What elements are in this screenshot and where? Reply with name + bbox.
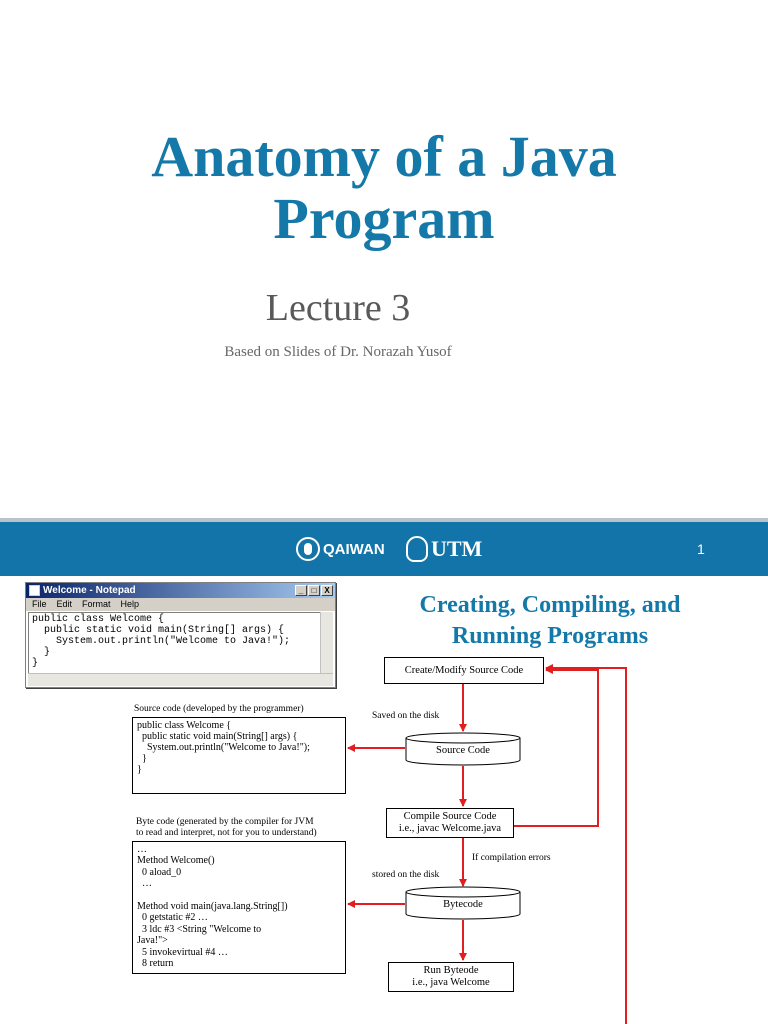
compile-line-1: Compile Source Code [403, 811, 497, 822]
bytecode-label: Bytecode [443, 899, 483, 910]
slide-credit: Based on Slides of Dr. Norazah Yusof [224, 344, 452, 360]
bytecode-caption-line-2: to read and interpret, not for you to understand) [136, 828, 317, 838]
menu-format[interactable]: Format [82, 599, 111, 609]
notepad-text-area[interactable]: public class Welcome { public static void main(String[] args) { System.out.println("Welcome to Java!"); } } [28, 612, 321, 674]
slide-2-title-line-1: Creating, Compiling, and [419, 592, 681, 618]
notepad-title: Welcome - Notepad [43, 585, 136, 596]
compilation-errors-label: If compilation errors [472, 853, 551, 863]
menu-file[interactable]: File [32, 599, 47, 609]
page-number: 1 [697, 541, 705, 557]
slide-title [0, 126, 768, 250]
bytecode-cylinder [405, 886, 521, 920]
compile-slide [0, 576, 768, 1024]
arrow-errors-loop [514, 670, 598, 826]
compile-box [386, 808, 514, 838]
minimize-button[interactable]: _ [295, 585, 307, 596]
qaiwan-logo-text: QAIWAN [323, 540, 385, 558]
stored-on-disk-label: stored on the disk [372, 870, 440, 880]
create-modify-box: Create/Modify Source Code [384, 657, 544, 684]
run-line-2: i.e., java Welcome [412, 977, 490, 988]
utm-logo [406, 534, 482, 564]
slide-title-line-2: Program [273, 186, 495, 251]
source-code-label: Source Code [436, 745, 490, 756]
source-code-block: public class Welcome { public static void main(String[] args) { System.out.println("Welcome to Java!"); } } [132, 717, 346, 794]
footer-divider [0, 518, 768, 522]
run-box [388, 962, 514, 992]
slide-2-title-line-2: Running Programs [451, 623, 649, 649]
source-code-caption: Source code (developed by the programmer) [134, 704, 304, 714]
source-code-cylinder [405, 732, 521, 766]
bytecode-caption-line-1: Byte code (generated by the compiler for JVM [136, 817, 314, 827]
menu-help[interactable]: Help [120, 599, 140, 609]
bytecode-block: … Method Welcome() 0 aload_0 … Method void main(java.lang.String[]) 0 getstatic #2 … 3 ldc #3 <String "Welcome to Java!"> 5 invokevirtual #4 … 8 return [132, 841, 346, 974]
qaiwan-logo-icon [296, 537, 320, 561]
menu-edit[interactable]: Edit [56, 599, 73, 609]
run-line-1: Run Byteode [423, 965, 479, 976]
slide-subtitle: Lecture 3 [265, 287, 411, 329]
flow-connectors [0, 576, 768, 1024]
maximize-button[interactable]: □ [308, 585, 320, 596]
saved-on-disk-label: Saved on the disk [372, 711, 440, 721]
compile-line-2: i.e., javac Welcome.java [398, 823, 502, 834]
arrow-run-loop [546, 668, 626, 1024]
close-button[interactable]: X [321, 585, 333, 596]
qaiwan-logo [296, 534, 385, 564]
slide-title-line-1: Anatomy of a Java [151, 124, 617, 189]
utm-seal-icon [406, 536, 428, 562]
utm-logo-text: UTM [431, 536, 483, 561]
